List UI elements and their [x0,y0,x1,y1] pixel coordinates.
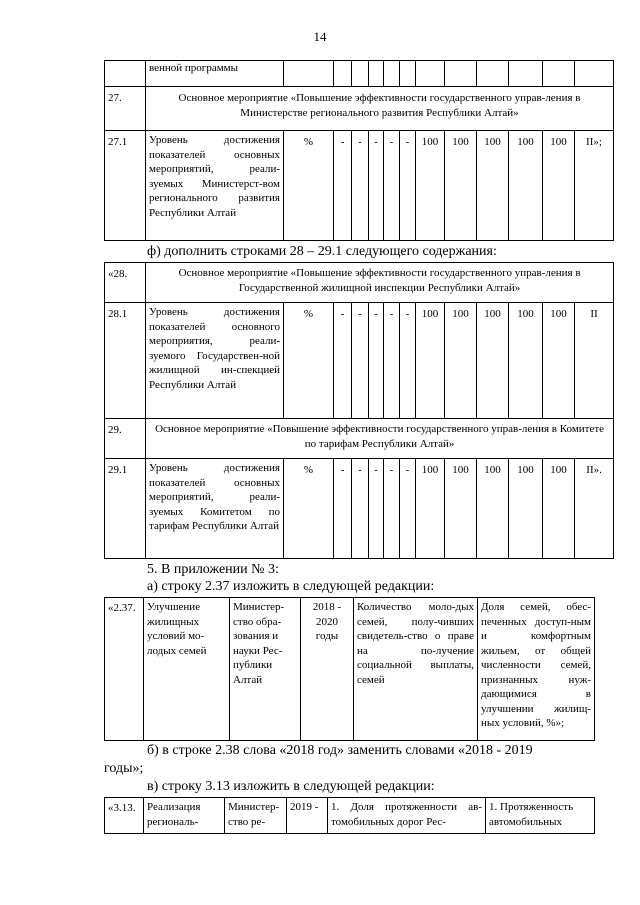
value-cell: 100 [445,303,477,419]
target-indicator-cell: 1. Протяженность автомобильных [486,798,595,834]
value-cell: 100 [445,459,477,559]
value-cell: 100 [509,303,543,419]
value-cell: - [400,303,416,419]
value-cell: 100 [477,303,509,419]
row-number: 28.1 [105,303,146,419]
value-cell: 100 [543,131,575,241]
value-cell: 100 [416,303,445,419]
value-cell: 100 [416,131,445,241]
category-cell: II»; [575,131,614,241]
table-row [105,131,614,241]
paragraph-v: в) строку 3.13 изложить в следующей редакции: [147,779,435,794]
table-annex-3-row-2-37 [104,597,595,741]
table-annex-3-row-3-13 [104,797,595,834]
value-cell: - [334,131,352,241]
value-cell: 100 [509,131,543,241]
paragraph-a: а) строку 2.37 изложить в следующей редакции: [147,579,435,594]
row-number: 27.1 [105,131,146,241]
value-cell: - [384,131,400,241]
table-row [105,87,614,131]
value-cell: - [384,459,400,559]
value-cell: 100 [416,459,445,559]
row-number: 29. [105,419,146,459]
paragraph-b [147,742,593,759]
unit-cell: % [284,459,334,559]
row-number: «28. [105,263,146,303]
row-number: «2.37. [105,598,144,741]
value-cell: - [334,459,352,559]
value-cell: - [334,303,352,419]
value-cell: 100 [509,459,543,559]
value-cell: - [400,459,416,559]
table-annex-2-part1 [104,60,614,241]
row-number: «3.13. [105,798,144,834]
page-number: 14 [313,29,327,44]
category-cell: II [575,303,614,419]
indicator-description: Уровень достижения показателей основных мероприятий, реали-зуемых Комитетом по тарифам Республики Алтай [146,459,284,559]
value-cell: - [400,131,416,241]
period-cell: 2019 - [287,798,328,834]
table-row [105,263,614,303]
row-title: Основное мероприятие «Повышение эффективности государственного управ-ления в Комитете по тарифам Республики Алтай» [146,419,614,459]
executor-cell: Министер-ство ре- [225,798,287,834]
table-row [105,419,614,459]
value-cell: 100 [543,459,575,559]
value-cell: - [352,131,369,241]
paragraph-b-line2: годы»; [104,761,144,776]
value-cell: - [369,131,384,241]
row-number: 29.1 [105,459,146,559]
value-cell: - [369,459,384,559]
value-cell: 100 [543,303,575,419]
table-row [105,798,595,834]
value-cell: 100 [445,131,477,241]
paragraph-f: ф) дополнить строками 28 – 29.1 следующего содержания: [147,244,497,259]
value-cell: 100 [477,131,509,241]
measure-name: Улучшение жилищных условий мо-лодых семей [144,598,230,741]
indicator-cell: 1. Доля протяженности ав-томобильных дорог Рес- [328,798,486,834]
executor-cell: Министер-ство обра-зования и науки Рес-публики Алтай [230,598,301,741]
continuation-text: венной программы [146,61,284,87]
target-indicator-cell: Доля семей, обес-печенных доступ-ным и комфортным жильем, от общей численности семей, признанных нуж-дающимися в улучшении жилищ-ных условий, %»; [478,598,595,741]
table-row [105,598,595,741]
table-row [105,303,614,419]
value-cell: - [352,303,369,419]
paragraph-5: 5. В приложении № 3: [147,562,279,577]
period-cell: 2018 - 2020 годы [301,598,354,741]
row-title: Основное мероприятие «Повышение эффективности государственного управ-ления в Государственной жилищной инспекции Республики Алтай» [146,263,614,303]
category-cell: II». [575,459,614,559]
indicator-cell: Количество моло-дых семей, полу-чивших свидетель-ство о праве на по-лучение социальной выплаты, семей [354,598,478,741]
value-cell: - [352,459,369,559]
row-number: 27. [105,87,146,131]
indicator-description: Уровень достижения показателей основных мероприятий, реали-зуемых Министерст-вом регионального развития Республики Алтай [146,131,284,241]
value-cell: 100 [477,459,509,559]
unit-cell: % [284,131,334,241]
row-title: Основное мероприятие «Повышение эффективности государственного управ-ления в Министерстве регионального развития Республики Алтай» [146,87,614,131]
table-annex-2-part2 [104,262,614,559]
indicator-description: Уровень достижения показателей основного мероприятия, реали-зуемого Государствен-ной жилищной ин-спекцией Республики Алтай [146,303,284,419]
unit-cell: % [284,303,334,419]
measure-name: Реализация региональ- [144,798,225,834]
value-cell: - [369,303,384,419]
paragraph-b-line1: б) в строке 2.38 слова «2018 год» заменить словами «2018 - 2019 [147,743,533,758]
value-cell: - [384,303,400,419]
table-row [105,459,614,559]
table-row [105,61,614,87]
